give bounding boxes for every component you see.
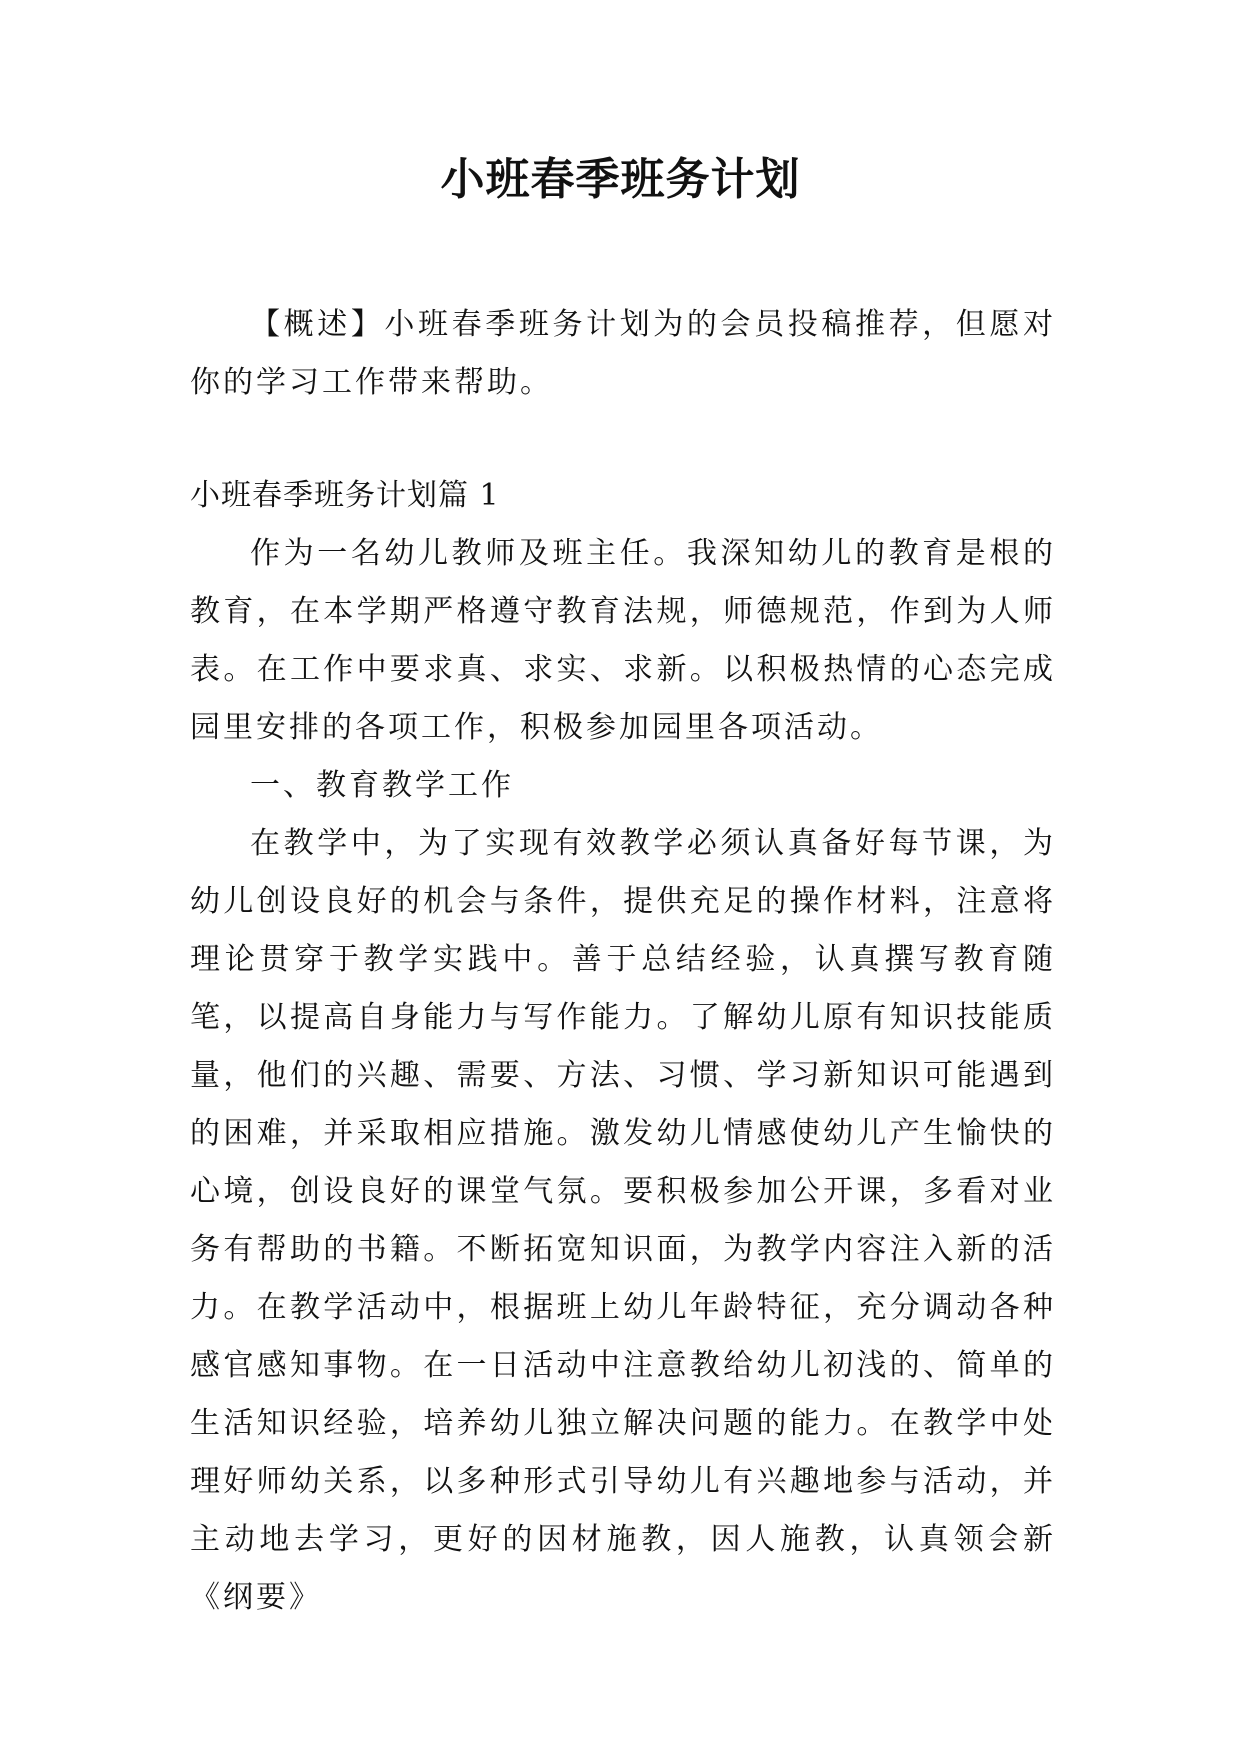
- intro-paragraph: 作为一名幼儿教师及班主任。我深知幼儿的教育是根的教育，在本学期严格遵守教育法规，师德规范，作到为人师表。在工作中要求真、求实、求新。以积极热情的心态完成园里安排的各项工作，积极参加园里各项活动。: [190, 536, 1056, 745]
- heading-education-work: 一、教育教学工作: [250, 768, 514, 803]
- document-title: 小班春季班务计划: [440, 154, 801, 205]
- summary-paragraph: 【概述】小班春季班务计划为的会员投稿推荐，但愿对你的学习工作带来帮助。: [190, 307, 1056, 400]
- body-paragraph: 在教学中，为了实现有效教学必须认真备好每节课，为幼儿创设良好的机会与条件，提供充足的操作材料，注意将理论贯穿于教学实践中。善于总结经验，认真撰写教育随笔，以提高自身能力与写作能力。了解幼儿原有知识技能质量，他们的兴趣、需要、方法、习惯、学习新知识可能遇到的困难，并采取相应措施。激发幼儿情感使幼儿产生愉快的心境，创设良好的课堂气氛。要积极参加公开课，多看对业务有帮助的书籍。不断拓宽知识面，为教学内容注入新的活力。在教学活动中，根据班上幼儿年龄特征，充分调动各种感官感知事物。在一日活动中注意教给幼儿初浅的、简单的生活知识经验，培养幼儿独立解决问题的能力。在教学中处理好师幼关系，以多种形式引导幼儿有兴趣地参与活动，并主动地去学习，更好的因材施教，因人施教，认真领会新《纲要》: [190, 826, 1056, 1615]
- section-title: 小班春季班务计划篇 1: [190, 478, 500, 513]
- document-body: [190, 296, 1056, 1627]
